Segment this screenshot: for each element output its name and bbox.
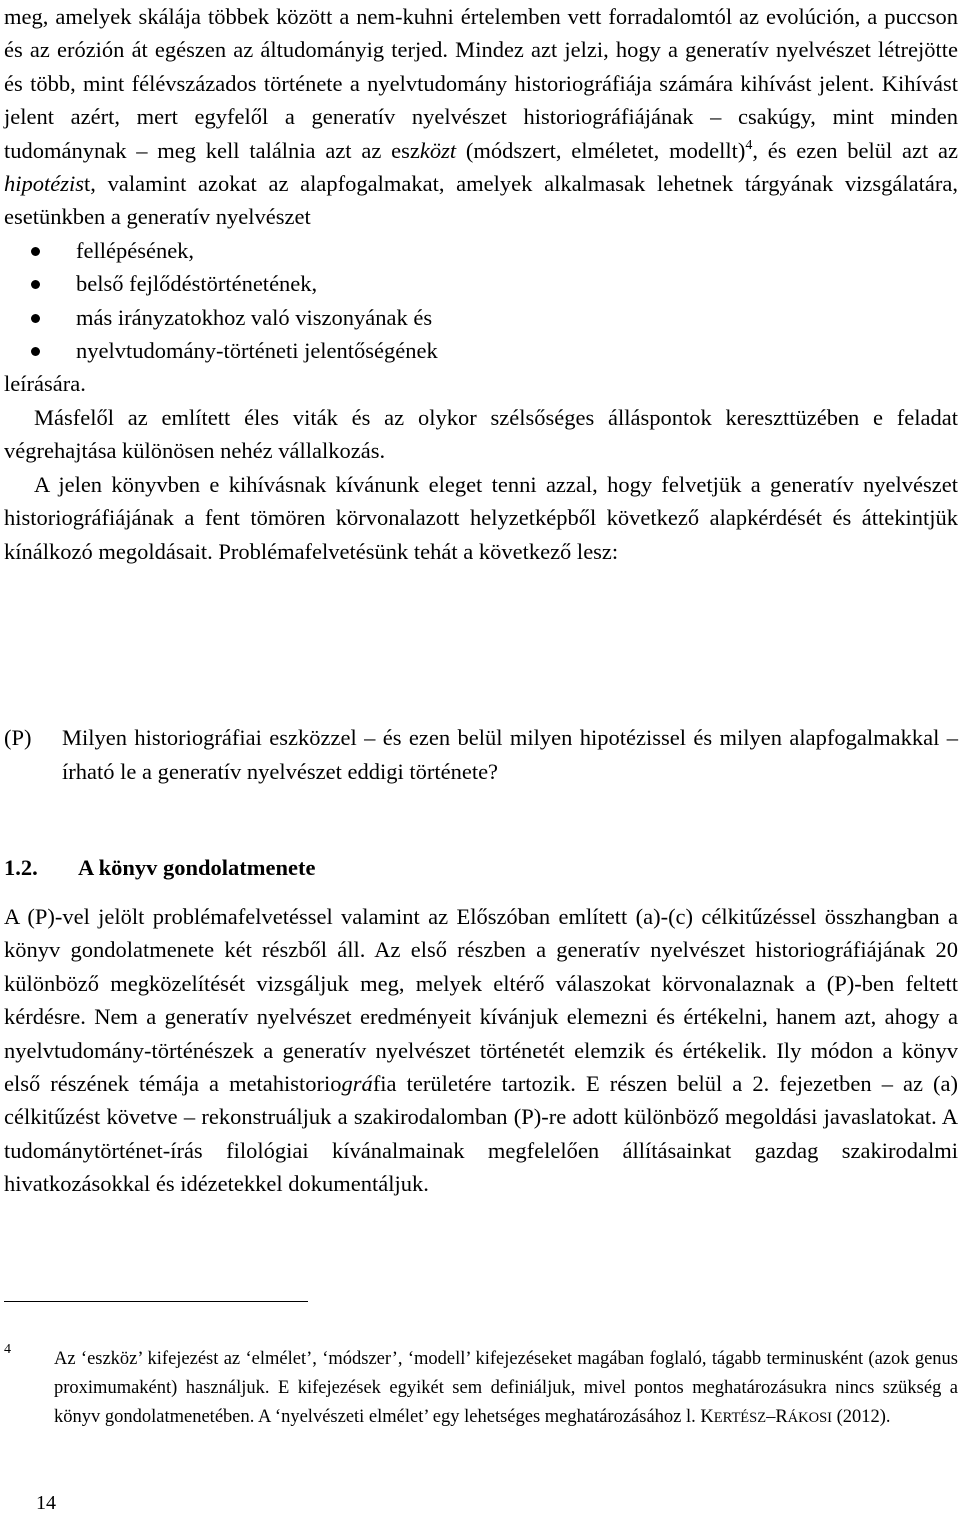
bullet-list (4, 234, 958, 368)
main-text (4, 0, 958, 568)
italic-text: hipotézis (4, 171, 85, 197)
text-run: (módszert, elméletet, modellt) (456, 137, 746, 163)
text-run: , és ezen belül azt az (752, 137, 959, 163)
paragraph-second: Másfelől az említett éles viták és az olykor szélsőséges álláspontok kereszttüzében e feladat végrehajtása különösen nehéz vállalkozás. (4, 404, 958, 464)
section-title: A könyv gondolatmenete (78, 855, 316, 880)
problem-text: Milyen historiográfiai eszközzel – és ezen belül milyen hipotézissel és milyen alapfogalmakkal – írható le a generatív nyelvészet eddigi története? (62, 725, 958, 784)
paragraph-third: A jelen könyvben e kihívásnak kívánunk eleget tenni azzal, hogy felvetjük a generatív nyelvészet historiográfiájának a fent tömören körvonalazott helyzetképből következő alapkérdését és áttekintjük kínálkozó megoldásait. Problémafelvetésünk tehát a következő lesz: (4, 471, 958, 564)
paragraph-intro (4, 0, 958, 234)
page (4, 0, 959, 1514)
text-run: A (P)-vel jelölt problémafelvetéssel valamint az Előszóban említett (a)-(c) célkitűzéssel összhangban a könyv gondolatmenete két részből áll. Az első részben a generatív nyelvészet historiográfiájának 20 különböző megközelítését vizsgáljuk meg, melyek eltérő válaszokat körvonalaznak a (P)-ben feltett kérdésre. Nem a generatív nyelvészet eredményeit kívánjuk elemezni és értékelni, hanem azt, ahogy a nyelvtudomány-történészek a generatív nyelvészet történetét elemzik és értékelik. Ily módon a könyv első részének témája a metahistorio (4, 904, 958, 1097)
footnote-text-part: Az ‘eszköz’ kifejezést az ‘elmélet’, ‘módszer’, ‘modell’ kifejezéseket magában foglaló, tágabb terminusként (azok genus proximumaként) használjuk. E kifejezések egyikét sem definiáljuk, mivel pontos meghatározásukra nincs szükség a könyv gondolatmenetében. A ‘nyelvészeti elmélet’ egy lehetséges meghatározásához l. K (54, 1349, 958, 1427)
bullet-item: fellépésének, (4, 234, 958, 267)
italic-text: közt (419, 137, 457, 163)
text-run: meg, amelyek skálája többek között a nem-kuhni értelemben vett forradalomtól az evolúción, a puccson és az erózión át egészen az áltudományig terjed. Mindez azt jelzi, hogy a generatív nyelvészet létrejötte és több, mint félévszázados története a nyelvtudomány historiográfiája számára kihívást jelent. Kihívást jelent azért, mert egyfelől a generatív nyelvészet historiográfiájának – csakúgy, mint minden tudománynak – meg kell találnia azt az esz (4, 4, 958, 163)
footnote-separator (4, 1301, 308, 1302)
footnote-text-part: (2012). (831, 1407, 891, 1427)
problem-tag: (P) (4, 725, 32, 750)
footnote-text-part: –R (766, 1407, 788, 1427)
text-run: t, valamint azokat az alapfogalmakat, amelyek alkalmasak lehetnek tárgyának vizsgálatára, esetünkben a generatív nyelvészet (4, 171, 958, 230)
italic-text: grá (341, 1071, 373, 1097)
paragraph-continuation: leírására. (4, 371, 86, 397)
page-number: 14 (36, 1492, 56, 1514)
footnote (4, 1342, 958, 1433)
problem-statement (4, 721, 958, 789)
bullet-item: belső fejlődéstörténetének, (4, 267, 958, 300)
bullet-item: más irányzatokhoz való viszonyának és (4, 301, 958, 334)
footnote-reference: 4 (745, 137, 753, 153)
footnote-mark: 4 (4, 1342, 11, 1357)
text-run: fia területére tartozik. E részen belül a 2. fejezetben – az (a) célkitűzést követve – rekonstruáljuk a szakirodalomban (P)-re adott különböző megoldási javaslatokat. A tudománytörténet-írás filológiai kívánalmainak megfelelően állításainkat gazdag szakirodalmi hivatkozásokkal és idézetekkel dokumentáljuk. (4, 1071, 958, 1197)
footnote-text (54, 1345, 958, 1433)
section-heading (4, 851, 316, 885)
section-number: 1.2. (4, 855, 38, 880)
footnote-smallcaps: ÁKOSI (787, 1410, 832, 1426)
section-paragraph (4, 900, 958, 1201)
footnote-smallcaps: ERTÉSZ (713, 1410, 767, 1426)
bullet-item: nyelvtudomány-történeti jelentőségének (4, 334, 958, 367)
